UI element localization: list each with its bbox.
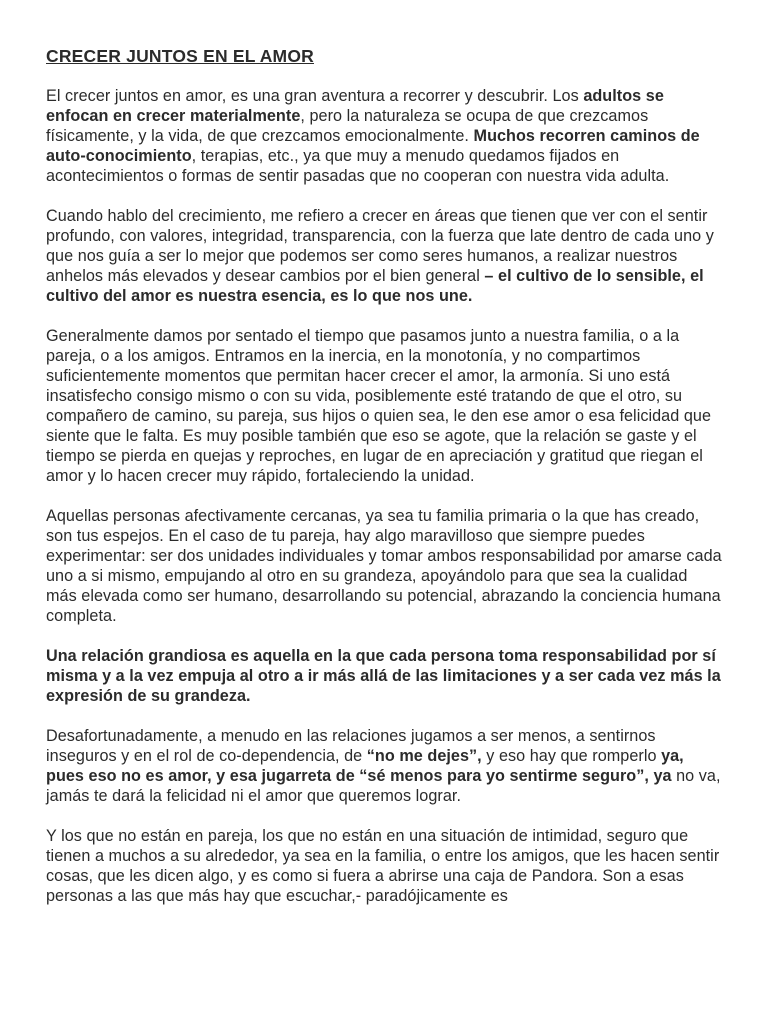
p1-bold-2: Muchos recorren caminos de auto-conocimiento (46, 127, 700, 165)
p2-bold-1: – el cultivo de lo sensible, el cultivo del amor es nuestra esencia, es lo que nos une. (46, 267, 704, 305)
paragraph-4: Aquellas personas afectivamente cercanas, ya sea tu familia primaria o la que has creado, son tus espejos. En el caso de tu pareja, hay algo maravilloso que siempre puedes experimentar: ser dos unidades individuales y tomar ambos responsabilidad por amarse cada uno a si mismo, empujando al otro en su grandeza, apoyándolo para que sea la cualidad más elevada como ser humano, desarrollando su potencial, abrazando la conciencia humana completa. (46, 507, 722, 625)
document-title: CRECER JUNTOS EN EL AMOR (46, 46, 314, 66)
p2-text-1: Cuando hablo del crecimiento, me refiero a crecer en áreas que tienen que ver con el sentir profundo, con valores, integridad, transparencia, con la fuerza que late dentro de cada uno y que nos guía a ser lo mejor que podemos ser como seres humanos, a realizar nuestros anhelos más elevados y desear cambios por el bien general (46, 207, 714, 285)
p1-text-1: El crecer juntos en amor, es una gran aventura a recorrer y descubrir. Los (46, 87, 584, 105)
p5-bold: Una relación grandiosa es aquella en la que cada persona toma responsabilidad por sí misma y a la vez empuja al otro a ir más allá de las limitaciones y a ser cada vez más la expresión de su grandeza. (46, 647, 721, 705)
paragraph-6 (46, 726, 722, 806)
p6-text-3: no va, jamás te dará la felicidad ni el amor que queremos lograr. (46, 767, 721, 805)
p6-bold-1: “no me dejes”, (366, 747, 482, 765)
p6-text-1: Desafortunadamente, a menudo en las relaciones jugamos a ser menos, a sentirnos inseguros y en el rol de co-dependencia, de (46, 727, 656, 765)
p1-text-2: , pero la naturaleza se ocupa de que crezcamos físicamente, y la vida, de que crezcamos emocionalmente. (46, 107, 649, 145)
paragraph-1 (46, 86, 722, 186)
paragraph-5 (46, 646, 722, 706)
p6-bold-2: ya, pues eso no es amor, y esa jugarreta de “sé menos para yo sentirme seguro”, ya (46, 747, 684, 785)
p1-text-3: , terapias, etc., ya que muy a menudo quedamos fijados en acontecimientos o formas de sentir pasadas que no cooperan con nuestra vida adulta. (46, 147, 670, 185)
paragraph-3: Generalmente damos por sentado el tiempo que pasamos junto a nuestra familia, o a la pareja, o a los amigos. Entramos en la inercia, en la monotonía, y no compartimos suficientemente momentos que permitan hacer crecer el amor, la armonía. Si uno está insatisfecho consigo mismo o con su vida, posiblemente esté tratando de que el otro, su compañero de camino, su pareja, sus hijos o quien sea, le den ese amor o esa felicidad que siente que le falta. Es muy posible también que eso se agote, que la relación se gaste y el tiempo se pierda en quejas y reproches, en lugar de en apreciación y gratitud que riegan el amor y lo hacen crecer muy rápido, fortaleciendo la unidad. (46, 327, 711, 485)
p1-bold-1: adultos se enfocan en crecer materialmente (46, 87, 664, 125)
paragraph-2 (46, 206, 722, 306)
paragraph-7: Y los que no están en pareja, los que no están en una situación de intimidad, seguro que tienen a muchos a su alrededor, ya sea en la familia, o entre los amigos, que les hacen sentir cosas, que les dicen algo, y es como si fuera a abrirse una caja de Pandora. Son a esas personas a las que más hay que escuchar,- paradójicamente es (46, 827, 720, 905)
p6-text-2: y eso hay que romperlo (481, 747, 662, 765)
